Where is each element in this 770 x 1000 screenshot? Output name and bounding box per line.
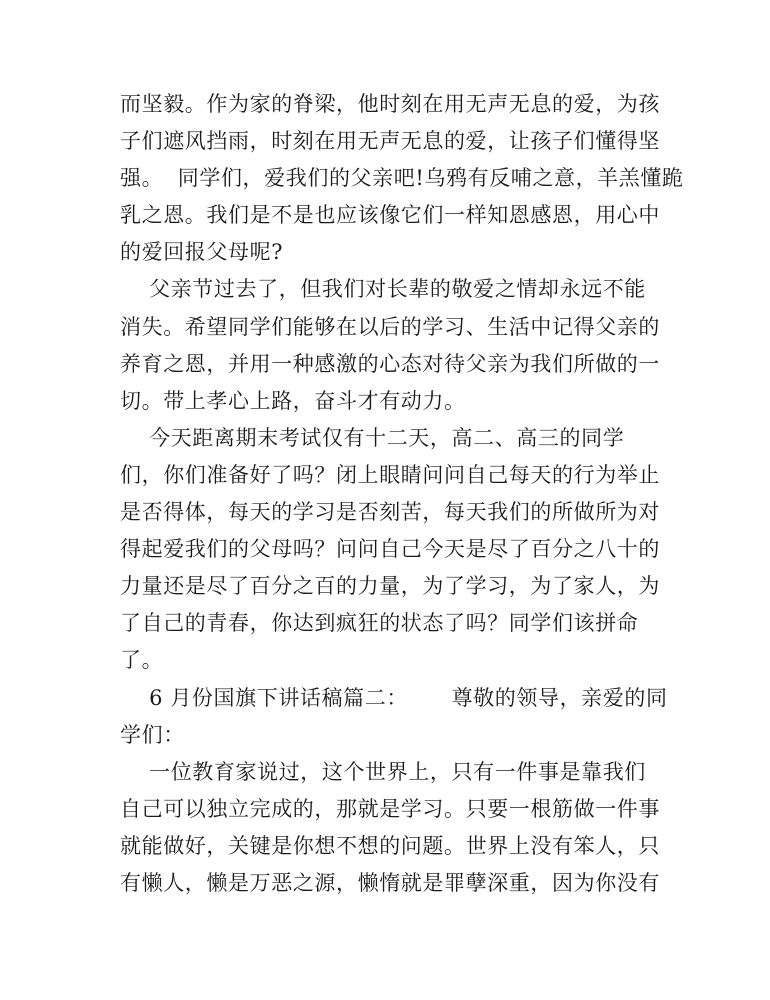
text-line: 了自己的青春，你达到疯狂的状态了吗？同学们该拼命 — [120, 611, 639, 636]
text-line: 是否得体，每天的学习是否刻苦，每天我们的所做所为对 — [120, 500, 660, 525]
text-line: 消失。希望同学们能够在以后的学习、生活中记得父亲的 — [120, 314, 660, 339]
text-line: 今天距离期末考试仅有十二天，高二、高三的同学 — [120, 425, 625, 450]
text-line: 养育之恩，并用一种感激的心态对待父亲为我们所做的一 — [120, 351, 660, 376]
text-line: 乳之恩。我们是不是也应该像它们一样知恩感恩，用心中 — [120, 203, 660, 228]
text-line: 切。带上孝心上路，奋斗才有动力。 — [120, 388, 466, 413]
text-line: 6 月份国旗下讲话稿篇二： 尊敬的领导，亲爱的同 — [120, 685, 668, 710]
text-line: 了。 — [120, 648, 164, 673]
text-line: 强。 同学们，爱我们的父亲吧!乌鸦有反哺之意，羊羔懂跪 — [120, 166, 684, 191]
text-line: 自己可以独立完成的，那就是学习。只要一根筋做一件事 — [120, 796, 660, 821]
text-line: 而坚毅。作为家的脊梁，他时刻在用无声无息的爱，为孩 — [120, 92, 660, 116]
text-line: 的爱回报父母呢? — [120, 240, 284, 265]
text-line: 就能做好，关键是你想不想的问题。世界上没有笨人，只 — [120, 833, 660, 858]
text-line: 力量还是尽了百分之百的力量，为了学习，为了家人，为 — [120, 574, 660, 599]
text-line: 们，你们准备好了吗？闭上眼睛问问自己每天的行为举止 — [120, 462, 660, 487]
text-line: 有懒人，懒是万恶之源，懒惰就是罪孽深重，因为你没有 — [120, 870, 660, 895]
document-body — [120, 86, 684, 902]
text-line: 学们： — [120, 722, 185, 747]
text-line: 子们遮风挡雨，时刻在用无声无息的爱，让孩子们懂得坚 — [120, 129, 660, 154]
text-line: 父亲节过去了，但我们对长辈的敬爱之情却永远不能 — [120, 277, 646, 302]
text-line: 得起爱我们的父母吗？问问自己今天是尽了百分之八十的 — [120, 537, 660, 562]
text-line: 一位教育家说过，这个世界上，只有一件事是靠我们 — [120, 759, 646, 784]
